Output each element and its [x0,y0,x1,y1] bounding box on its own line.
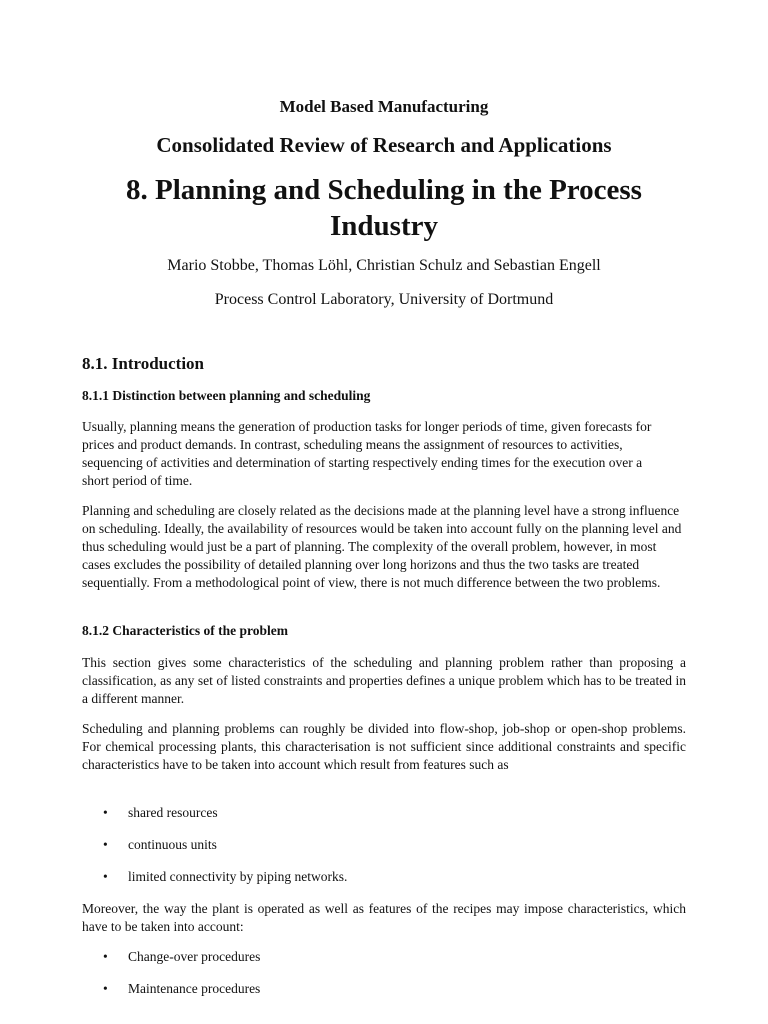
book-subtitle: Consolidated Review of Research and Applications [156,133,612,157]
affiliation: Process Control Laboratory, University of Dortmund [214,291,554,308]
list-item-text: Maintenance procedures [128,981,261,996]
bullet-icon: • [103,805,108,820]
bullet-icon: • [103,869,108,884]
series-title: Model Based Manufacturing [279,97,489,116]
subsection-heading-1: 8.1.1 Distinction between planning and scheduling [82,388,371,403]
paragraph: Scheduling and planning problems can roughly be divided into flow-shop, job-shop or open-shop problems. For chemical processing plants, this characterisation is not sufficient since additional constraints and specific characteristics have to be taken into account which result from features such as [82,721,686,772]
author-list: Mario Stobbe, Thomas Löhl, Christian Schulz and Sebastian Engell [167,257,601,274]
bullet-icon: • [103,949,108,964]
list-item-text: shared resources [128,805,218,820]
paragraph: Moreover, the way the plant is operated as well as features of the recipes may impose characteristics, which have to be taken into account: [82,901,686,934]
list-item-text: Change-over procedures [128,949,261,964]
paragraph: This section gives some characteristics of the scheduling and planning problem rather than proposing a classification, as any set of listed constraints and properties defines a unique problem which has to be treated in a different manner. [82,655,686,706]
paragraph: Planning and scheduling are closely related as the decisions made at the planning level have a strong influence on scheduling. Ideally, the availability of resources would be taken into account fully on the planning level and thus scheduling would just be a part of planning. The complexity of the overall problem, however, in most cases excludes the possibility of detailed planning over long horizons and thus the two tasks are treated sequentially. From a methodological point of view, there is not much difference between the two problems. [82,503,682,590]
bullet-icon: • [103,837,108,852]
subsection-heading-2: 8.1.2 Characteristics of the problem [82,623,288,638]
bullet-icon: • [103,981,108,996]
section-heading: 8.1. Introduction [82,354,205,373]
list-item-text: limited connectivity by piping networks. [128,869,348,884]
list-item-text: continuous units [128,837,217,852]
paragraph: Usually, planning means the generation of production tasks for longer periods of time, given forecasts for prices and product demands. In contrast, scheduling means the assignment of resources to activities, sequencing of activities and determination of starting respectively ending times for the execution over a short period of time. [82,419,652,488]
chapter-title: 8. Planning and Scheduling in the Process Industry [126,174,642,242]
